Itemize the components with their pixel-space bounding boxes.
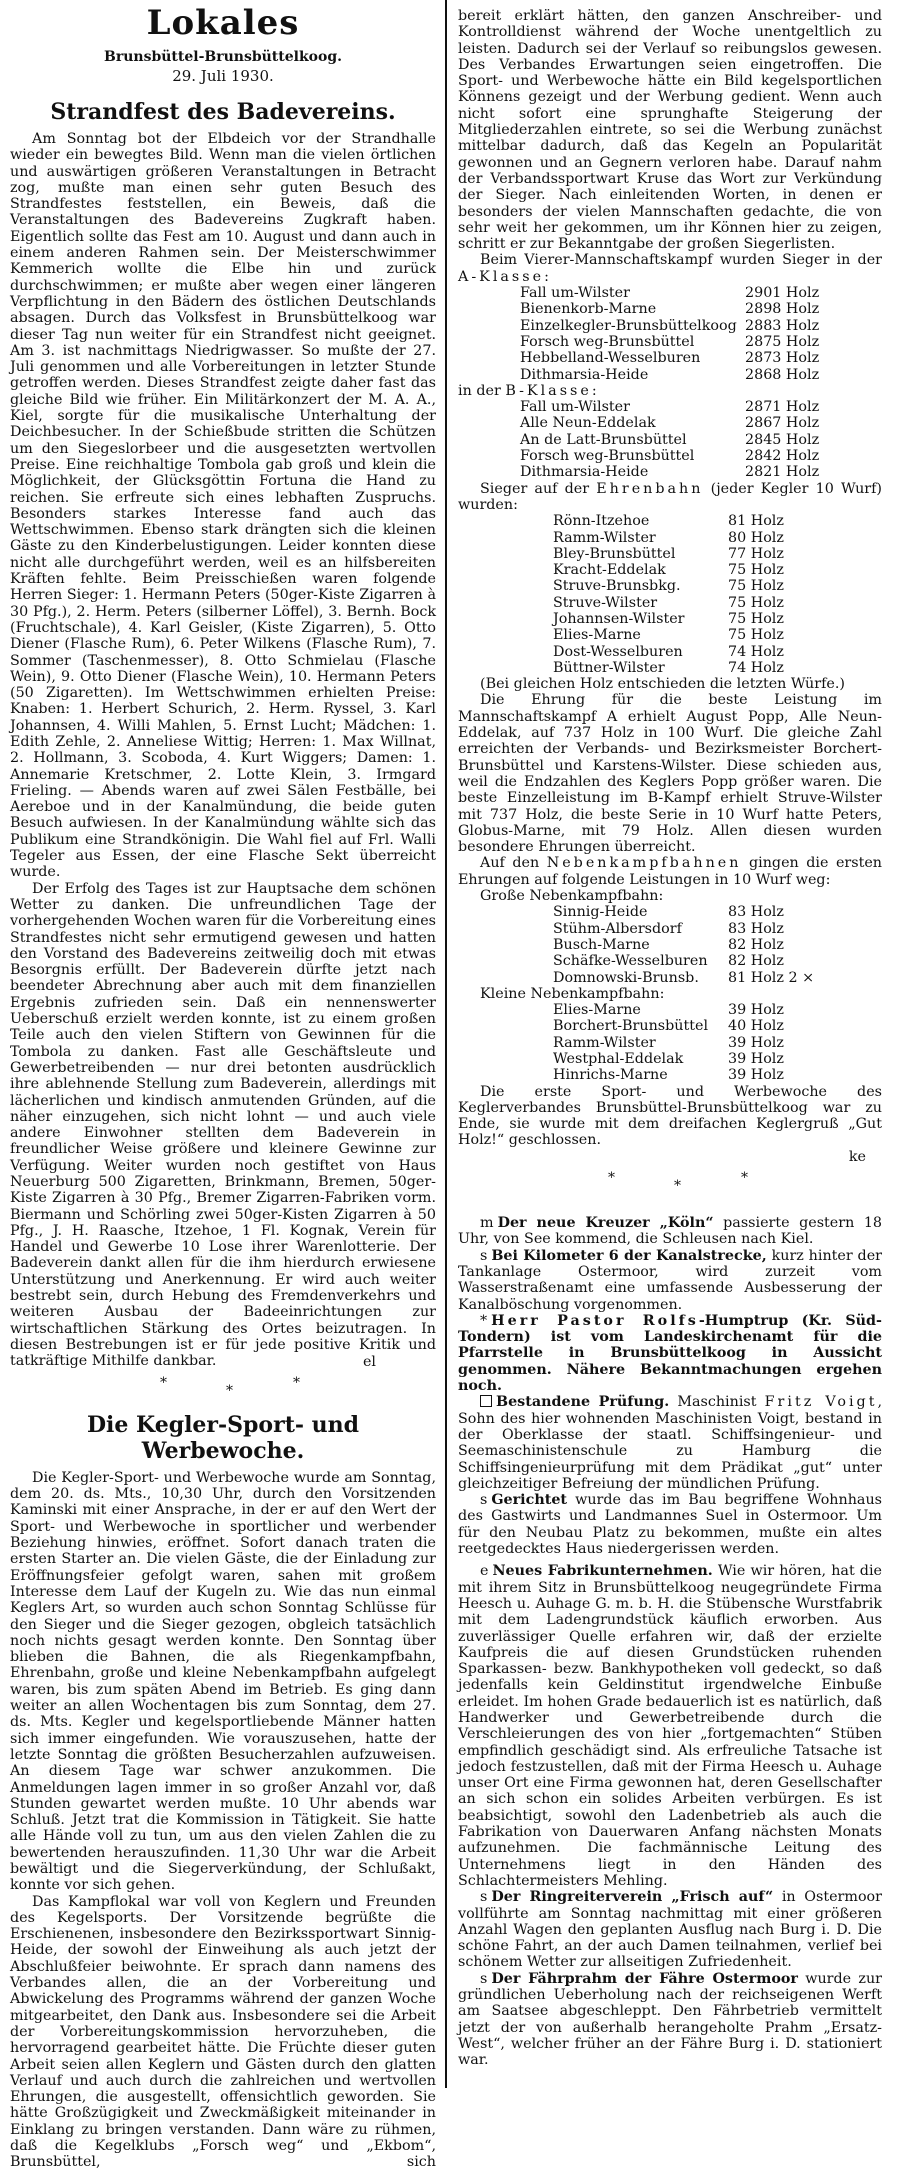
article-paragraph: Der Erfolg des Tages ist zur Hauptsache dem schönen Wetter zu danken. Die unfreundlichen Tage der vorhergehenden Wochen waren für die Vorbereitung eines Strandfestes nicht sehr ermutigend gewesen und hatten den Vorstand des Badevereins zeitweilig doch mit etwas Besorgnis erfüllt. Der Badeverein dürfte jetzt nach beendeter Abrechnung aber auch mit dem finanziellen Ergebnis zufrieden sein. Daß ein nennenswerter Ueberschuß erzielt werden konnte, ist zu einem großen Teile auch den vielen Stiftern von Gewinnen für die Tombola zu danken. Fast alle Geschäftsleute und Gewerbetreibenden — nur drei betonten ausdrücklich ihre ablehnende Stellung zum Badeverein, allerdings mit lächerlichen und kindisch anmutenden Gründen, auf die näher einzugehen, sich nicht lohnt — und auch viele andere Einwohner stellten dem Badeverein in freundlicher Weise größere und kleinere Gewinne zur Verfügung. Weiter wurden noch gestiftet von Haus Neuerburg 500 Zigaretten, Brinkmann, Bremen, 50ger-Kiste Zigarren à 30 Pfg., Bremer Zigarren-Fabriken vorm. Biermann und Schörling zwei 50ger-Kisten Zigarren à 50 Pfg., J. H. Raasche, Itzehoe, 1 Fl. Kognak, Verein für Handel und Gewerbe 10 Lose ihrer Warenlotterie. Der Badeverein dankt allen für die ihm hierdurch erwiesene Unterstützung und Anerkennung. Er wird auch weiter bestrebt sein, durch Hebung des Fremdenverkehrs und weiteren Ausbau der Badeeinrichtungen zur wirtschaftlichen Stärkung des Ortes beizutragen. In diesen Bestrebungen ist er für jede positive Kritik und tatkräftige Mithilfe dankbar. — [10, 880, 436, 1370]
dateline-date: 29. Juli 1930. — [172, 67, 274, 85]
result-row — [520, 350, 819, 366]
article-paragraph — [458, 855, 882, 888]
dateline-place: Brunsbüttel-Brunsbüttelkoog. — [104, 49, 342, 65]
team-name: An de Latt-Brunsbüttel — [520, 431, 687, 448]
score: 39 Holz — [728, 1034, 784, 1051]
team-name: Busch-Marne — [553, 936, 650, 953]
asterisk: * — [674, 1178, 681, 1195]
text: Sieger auf der — [480, 480, 590, 497]
team-name: Sinnig-Heide — [553, 904, 648, 921]
score: 39 Holz — [728, 1067, 784, 1084]
result-row — [553, 970, 814, 986]
section-masthead: Lokales — [146, 3, 300, 43]
article-paragraph: Das Kampflokal war voll von Keglern und Freunden des Kegelsports. Der Vorsitzende begrüßte die Erschienenen, insbesondere den Bezirkssportwart Sinnig-Heide, der sowohl der Einweihung als auch jetzt der Abschlußfeier beiwohnte. Er sprach dann namens des Verbandes allen, die an der Vorbereitung und Abwickelung des Programms während der ganzen Woche mitgearbeitet, den Dank aus. Insbesondere sei die Arbeit der Vorbereitungskommission hervorzuheben, die hervorragend gearbeitet hätte. Die Früchte dieser guten Arbeit seien allen Keglern und Gästen durch den glatten Verlauf und auch durch die zahlreichen und wertvollen Ehrungen, die ausgestellt, offensichtlich geworden. Sie hätte Großzügigkeit und Zweckmäßigkeit miteinander in Einklang zu bringen verstanden. Dann wäre zu rühmen, daß die Kegelklubs „Forsch weg“ und „Ekbom“, Brunsbüttel, sich — [10, 1893, 436, 2171]
result-row — [553, 660, 784, 676]
article-paragraph-continued: bereit erklärt hätten, den ganzen Anschreiber- und Kontrolldienst während der Woche unentgeltlich zu leisten. Dadurch sei der Verlauf so reibungslos gewesen. Des Verbandes Erwartungen seien eingetroffen. Die Sport- und Werbewoche hätte ein Bild kegelsportlichen Könnens gezeigt und der Werbung gedient. Wenn auch nicht sofort eine sprunghafte Steigerung der Mitgliederzahlen eintrete, so sei die Werbung zunächst mittelbar dadurch, daß das Kegeln an Popularität gewonnen und an Gegnern verloren habe. Darauf nahm der Verbandssportwart Kruse das Wort zur Verkündung der Sieger. Nach einleitenden Worten, in denen er besonders der vielen Mannschaften gedachte, die von sehr weit her gekommen, um ihr Können hier zu zeigen, schritt er zur Bekanntgabe der großen Siegerlisten. — [458, 8, 882, 253]
news-text: passierte gestern 18 Uhr, von See kommend, die Schleusen nach Kiel. — [458, 1215, 883, 1248]
news-lead: -Humptrup (Kr. Süd-Tondern) ist vom Landeskirchenamt für die Pfarrstelle in Brunsbüttelkoog in Aussicht genommen. Nähere Bekanntmachungen ergehen noch. — [458, 1312, 882, 1395]
result-row — [520, 367, 819, 383]
agency-mark: m — [480, 1215, 494, 1232]
text: Beim Vierer-Mannschaftskampf wurden Sieger in der — [480, 252, 882, 269]
news-text: wurde zur gründlichen Ueberholung nach der reichseigenen Werft am Saatsee abgeschleppt. Den Fährbetrieb vermittelt jetzt der von außerhalb herangeholte Prahm „Ersatz-West“, welcher früher an der Fähre Burg i. D. stationiert war. — [458, 1970, 883, 2069]
team-name: Dost-Wesselburen — [553, 643, 683, 660]
result-row — [553, 627, 784, 643]
asterisk: * — [293, 1374, 300, 1391]
left-column — [10, 0, 436, 2171]
team-name: Johannsen-Wilster — [553, 610, 685, 627]
author-signature: el — [362, 1353, 376, 1370]
asterisk: * — [741, 1170, 748, 1187]
score: 75 Holz — [728, 627, 784, 644]
result-row — [553, 1051, 784, 1067]
result-row — [520, 334, 819, 350]
article-paragraph: Am Sonntag bot der Elbdeich vor der Strandhalle wieder ein bewegtes Bild. Wenn man die vielen örtlichen und auswärtigen größeren Veranstaltungen in Betracht zog, mußte man einen sehr guten Besuch des Strandfestes feststellen, ein Beweis, daß die Veranstaltungen des Badevereins Zugkraft haben. Eigentlich sollte das Fest am 10. August und dann auch in einem anderen Rahmen sein. Der Meisterschwimmer Kemmerich wollte die Elbe hin und zurück durchschwimmen; er mußte aber wegen einer längeren Verpflichtung in den Bädern des östlichen Deutschlands absagen. Durch das Volksfest in Brunsbüttelkoog war dieser Tag nun weiter für ein Strandfest nicht geeignet. Am 3. ist nachmittags Niedrigwasser. So mußte der 27. Juli genommen und alle Vorbereitungen in letzter Stunde getroffen werden. Dieses Strandfest zeigte daher fast das gleiche Bild wie früher. Ein Militärkonzert der M. A. A., Kiel, sorgte für die musikalische Unterhaltung der Deichbesucher. In der Schießbude stritten die Schützen um den Siegeslorbeer und die ausgesetzten wertvollen Preise. Eine reichhaltige Tombola gab groß und klein die Möglichkeit, der Glücksgöttin Fortuna die Hand zu reichen. Sie erfreute sich eines lebhaften Zuspruchs. Besonders starkes Interesse fand auch das Wettschwimmen. Ebenso stark drängten sich die kleinen Gäste zu den Kinderbelustigungen. Leider konnten diese nicht alle durchgeführt werden, weil es an hilfsbereiten Kräften fehlte. Beim Preisschießen waren folgende Herren Sieger: 1. Hermann Peters (50ger-Kiste Zigarren à 30 Pfg.), 2. Herm. Peters (silberner Löffel), 3. Bernh. Bock (Fruchtschale), 4. Karl Geisler, (Kiste Zigarren), 5. Otto Diener (Flasche Rum), 6. Peter Wilkens (Flasche Rum), 7. Sommer (Taschenmesser), 8. Otto Schmielau (Flasche Wein), 9. Otto Diener (Flasche Wein), 10. Hermann Peters (50 Zigaretten). Im Wettschwimmen erhielten Preise: Knaben: 1. Herbert Schurich, 2. Herm. Ryssel, 3. Karl Johannsen, 4. Willi Mahlen, 5. Ernst Lucht; Mädchen: 1. Edith Zehle, 2. Anneliese Wittig; Herren: 1. Max Willnat, 2. Hollmann, 3. Scoboda, 4. Kurt Wiggers; Damen: 1. Annemarie Kretschmer, 2. Lotte Klein, 3. Irmgard Frieling. — Abends waren auf zwei Sälen Festbälle, bei Aereboe und in der Kanalmündung, die beide guten Besuch aufwiesen. In der Kanalmündung wählte sich das Publikum eine Strandkönigin. Die Wahl fiel auf Frl. Walli Tegeler aus Essen, der eine Flasche Sekt überreicht wurde. — [10, 131, 436, 881]
news-lead: Der Fährprahm der Fähre Ostermoor — [491, 1970, 798, 1987]
score: 74 Holz — [728, 659, 784, 676]
result-row — [553, 1067, 784, 1083]
result-row — [520, 415, 819, 431]
team-name: Dithmarsia-Heide — [520, 464, 649, 481]
text: in der — [458, 382, 501, 399]
asterisk: * — [226, 1382, 233, 1399]
result-row — [553, 644, 784, 660]
score: 82 Holz — [728, 953, 784, 970]
article-paragraph — [458, 252, 882, 285]
news-lead: Neues Fabrikunternehmen. — [492, 1563, 713, 1580]
team-name: Alle Neun-Eddelak — [520, 415, 656, 432]
result-row — [553, 1002, 784, 1018]
article-headline-kegler: Die Kegler-Sport- und Werbewoche. — [86, 1411, 360, 1464]
result-row — [553, 1035, 784, 1051]
asterisk: * — [160, 1374, 167, 1391]
article-paragraph: Die Ehrung für die beste Leistung im Mannschaftskampf A erhielt August Popp, Alle Neun-Eddelak, auf 737 Holz in 100 Wurf. Die gleiche Zahl erreichten der Verbands- und Bezirksmeister Borchert-Brunsbüttel und Karstens-Wilster. Diese schieden aus, weil die Endzahlen des Keglers Popp größer waren. Die beste Einzelleistung im B-Kampf erhielt Struve-Wilster mit 737 Holz, die beste Serie in 10 Wurf hatte Peters, Globus-Marne, mit 79 Holz. Allen diesen wurden besondere Ehrungen überreicht. — [458, 692, 882, 856]
agency-mark: * — [480, 1312, 488, 1329]
score: 2867 Holz — [745, 415, 820, 432]
result-row — [553, 937, 814, 953]
score: 40 Holz — [728, 1018, 784, 1035]
results-table-klein — [553, 1002, 784, 1083]
score: 75 Holz — [728, 562, 784, 579]
score: 2845 Holz — [745, 431, 820, 448]
news-item-ringreiter — [458, 1889, 882, 1970]
agency-mark: s — [480, 1247, 488, 1264]
score: 2875 Holz — [745, 333, 820, 350]
text: (jeder Kegler 10 Wurf) wurden: — [458, 480, 882, 513]
team-name: Stühm-Albersdorf — [553, 920, 682, 937]
score: 2821 Holz — [745, 464, 820, 481]
news-text: , Sohn des hier wohnenden Maschinisten Voigt, bestand in der Oberklasse der staatl. Schiffsingenieur- und Seemaschinistenschule zu Hamburg die Schiffsingenieurprüfung mit dem Prädikat „gut“ unter gleichzeitiger Befreiung der mündlichen Prüfung. — [458, 1394, 882, 1492]
result-row — [520, 448, 819, 464]
column-rule — [445, 0, 447, 2088]
result-row — [553, 595, 784, 611]
team-name: Borchert-Brunsbüttel — [553, 1018, 709, 1035]
score: 75 Holz — [728, 578, 784, 595]
news-item-gerichtet — [458, 1492, 882, 1557]
score: 83 Holz — [728, 920, 784, 937]
article-paragraph — [458, 481, 882, 514]
team-name: Fall um-Wilster — [520, 399, 630, 416]
team-name: Ramm-Wilster — [553, 529, 656, 546]
result-row — [520, 464, 819, 480]
news-lead: Gerichtet — [491, 1492, 568, 1509]
result-row — [553, 513, 784, 529]
result-row — [553, 578, 784, 594]
text: : — [544, 268, 549, 285]
result-row — [553, 904, 814, 920]
result-row — [553, 1018, 784, 1034]
person-name: Fritz Voigt — [764, 1394, 878, 1411]
team-name: Bienenkorb-Marne — [520, 301, 657, 318]
result-row — [553, 921, 814, 937]
agency-mark: e — [480, 1563, 489, 1580]
news-item-faehrprahm — [458, 1971, 882, 2069]
class-label-b: B-Klasse — [505, 382, 592, 399]
team-name: Rönn-Itzehoe — [553, 513, 650, 530]
news-item-kanal — [458, 1248, 882, 1313]
group-label-gross: Große Nebenkampfbahn: — [480, 888, 664, 905]
score: 75 Holz — [728, 594, 784, 611]
news-text: Wie wir hören, hat die mit ihrem Sitz in Brunsbüttelkoog neugegründete Firma Heesch u. Auhage G. m. b. H. die Stübensche Wurstfabrik mit dem Ladengrundstück käuflich erworben. Aus zuverlässiger Quelle erfahren wir, daß der erzielte Kaufpreis die auf diesen Grundstücken ruhenden Sparkassen- bezw. Bankhypotheken voll gedeckt, so daß jedenfalls kein Geldinstitut irgendwelche Einbuße erleidet. Im hohen Grade bedauerlich ist es natürlich, daß Handwerker und Gewerbetreibende durch die Verschleierungen des von hier „fortgemachten“ Stüben empfindlich geschädigt sind. Als erfreuliche Tatsache ist jedoch festzustellen, daß mit der Firma Heesch u. Auhage unser Ort eine Firma gewonnen hat, deren Gesellschafter an sich schon ein solides Arbeiten verbürgen. Es ist beabsichtigt, sowohl den Ladenbetrieb als auch die Fabrikation von Dauerwaren Anfang nächsten Monats aufzunehmen. Die fachmännische Leitung des Unternehmens liegt in den Händen des Schlachtermeisters Mehling. — [458, 1563, 882, 1889]
ehrenbahn-label: Ehrenbahn — [596, 480, 704, 497]
news-text: in Ostermoor vollführte am Sonntag nachmittag mit einer größeren Anzahl Wagen den geplanten Ausflug nach Burg i. D. Die schöne Fahrt, an der auch Damen teilnahmen, verlief bei schönem Wetter zur allseitigen Zufriedenheit. — [458, 1889, 882, 1971]
score: 2868 Holz — [745, 366, 820, 383]
result-row — [520, 399, 819, 415]
score: 2898 Holz — [745, 301, 820, 318]
news-item-fabrik — [458, 1563, 882, 1889]
team-name: Dithmarsia-Heide — [520, 366, 649, 383]
score: 74 Holz — [728, 643, 784, 660]
article-paragraph: Die erste Sport- und Werbewoche des Keglerverbandes Brunsbüttel-Brunsbüttelkoog war zu Ende, sie wurde mit dem dreifachen Keglergruß „Gut Holz!“ geschlossen. — [458, 1083, 882, 1149]
news-item-pastor — [458, 1313, 882, 1394]
score: 2883 Holz — [745, 317, 820, 334]
team-name: Westphal-Eddelak — [553, 1051, 684, 1067]
result-row — [553, 546, 784, 562]
result-row — [553, 611, 784, 627]
team-name: Domnowski-Brunsb. — [553, 969, 699, 986]
results-table-a-klasse — [520, 285, 819, 383]
score: 2901 Holz — [745, 285, 820, 302]
news-lead: Bei Kilometer 6 der Kanalstrecke, — [491, 1247, 767, 1264]
score: 75 Holz — [728, 610, 784, 627]
result-row — [553, 530, 784, 546]
team-name: Fall um-Wilster — [520, 285, 630, 302]
result-row — [520, 301, 819, 317]
team-name: Hebbelland-Wesselburen — [520, 350, 701, 367]
class-line-b — [458, 383, 882, 399]
nebenkampfbahnen-label: Nebenkampfbahnen — [546, 855, 742, 872]
score: 83 Holz — [728, 904, 784, 921]
news-lead: Herr Pastor Rolfs — [491, 1312, 699, 1329]
news-text: wurde das im Bau begriffene Wohnhaus des Gastwirts und Landmannes Suel in Ostermoor. Um für den Neubau Platz zu bekommen, mußte ein altes reetgedecktes Haus niedergerissen werden. — [458, 1492, 883, 1558]
score: 39 Holz — [728, 1051, 784, 1067]
team-name: Hinrichs-Marne — [553, 1067, 668, 1084]
author-signature: ke — [848, 1148, 866, 1165]
news-item-kreuzer — [458, 1215, 882, 1248]
team-name: Kracht-Eddelak — [553, 562, 666, 579]
tiebreak-note: (Bei gleichen Holz entschieden die letzten Würfe.) — [480, 676, 845, 693]
results-table-b-klasse — [520, 399, 819, 480]
section-separator — [10, 1376, 436, 1406]
square-mark-icon — [480, 1395, 492, 1407]
score: 81 Holz — [728, 513, 784, 530]
team-name: Einzelkegler-Brunsbüttelkoog — [520, 317, 737, 334]
result-row — [520, 285, 819, 301]
text: Auf den — [480, 855, 540, 872]
result-row — [553, 562, 784, 578]
team-name: Forsch weg-Brunsbüttel — [520, 448, 695, 465]
agency-mark: s — [480, 1970, 488, 1987]
right-column — [458, 8, 882, 2069]
news-lead: Der Ringreiterverein „Frisch auf“ — [491, 1889, 774, 1906]
asterisk: * — [608, 1170, 615, 1187]
text: : — [591, 382, 597, 399]
score: 39 Holz — [728, 1002, 784, 1019]
team-name: Bley-Brunsbüttel — [553, 545, 676, 562]
result-row — [520, 432, 819, 448]
class-label-a: A-Klasse — [458, 268, 545, 285]
news-item-pruefung — [458, 1394, 882, 1492]
agency-mark: s — [480, 1889, 488, 1906]
team-name: Elies-Marne — [553, 627, 641, 644]
group-label-klein: Kleine Nebenkampfbahn: — [480, 985, 665, 1002]
section-separator — [458, 1171, 882, 1201]
text: gingen die ersten Ehrungen auf folgende Leistungen in 10 Wurf weg: — [458, 855, 883, 888]
news-lead: Bestandene Prüfung. — [496, 1394, 670, 1411]
score: 82 Holz — [728, 936, 784, 953]
article-paragraph: Die Kegler-Sport- und Werbewoche wurde am Sonntag, dem 20. ds. Mts., 10,30 Uhr, durch den Vorsitzenden Kaminski mit einer Ansprache, in der er auf den Wert der Sport- und Werbewoche in sportlicher und werbender Beziehung hinwies, eröffnet. Sofort danach traten die ersten Starter an. Die vielen Gäste, die der Einladung zur Eröffnungsfeier gefolgt waren, sahen mit großem Interesse dem Lauf der Kugeln zu. Wie das nun einmal Keglers Art, so wurden auch schon Sonntag Schlüsse für den Sieger und die Sieger gezogen, obgleich tatsächlich noch nichts gesagt werden konnte. Den Sonntag über blieben die Bahnen, die als Riegenkampfbahn, Ehrenbahn, große und kleine Nebenkampfbahn aufgelegt waren, bis zum späten Abend im Betrieb. Es ging dann weiter an allen Wochentagen bis zum Sonntag, dem 27. ds. Mts. Kegler und kegelsportliebende Männer hatten sich immer eingefunden. Wie vorauszusehen, hatte der letzte Sonntag die größten Besucherzahlen aufzuweisen. An diesem Tage war schwer anzukommen. Die Anmeldungen lagen immer in so großer Anzahl vor, daß Stunden gewartet werden mußte. 10 Uhr abends war Schluß. Jetzt trat die Kommission in Tätigkeit. Sie hatte alle Hände voll zu tun, um aus den vielen Zahlen die zu bewertenden herauszufinden. 11,30 Uhr war die Arbeit bewältigt und die Siegerverkündung, der Schlußakt, konnte vor sich gehen. — [10, 1469, 436, 1894]
score: 2871 Holz — [745, 399, 820, 416]
score: 80 Holz — [728, 529, 784, 546]
team-name: Büttner-Wilster — [553, 659, 665, 676]
results-table-gross — [553, 904, 814, 985]
results-table-ehrenbahn — [553, 513, 784, 676]
result-row — [520, 318, 819, 334]
team-name: Struve-Wilster — [553, 594, 658, 611]
agency-mark: s — [480, 1492, 488, 1509]
article-headline-strandfest: Strandfest des Badevereins. — [50, 99, 396, 125]
team-name: Elies-Marne — [553, 1002, 641, 1019]
news-text: kurz hinter der Tankanlage Ostermoor, wird zurzeit vom Wasserstraßenamt eine umfassende Ausbesserung der Kanalböschung vorgenommen. — [458, 1247, 883, 1313]
result-row — [553, 953, 814, 969]
team-name: Struve-Brunsbkg. — [553, 578, 681, 595]
score: 2873 Holz — [745, 350, 820, 367]
team-name: Forsch weg-Brunsbüttel — [520, 333, 695, 350]
news-lead: Der neue Kreuzer „Köln“ — [497, 1215, 714, 1232]
team-name: Schäfke-Wesselburen — [553, 953, 708, 970]
score: 2842 Holz — [745, 448, 820, 465]
score: 77 Holz — [728, 545, 784, 562]
team-name: Ramm-Wilster — [553, 1034, 656, 1051]
news-text: Maschinist — [677, 1394, 757, 1411]
score: 81 Holz 2 × — [728, 969, 815, 986]
